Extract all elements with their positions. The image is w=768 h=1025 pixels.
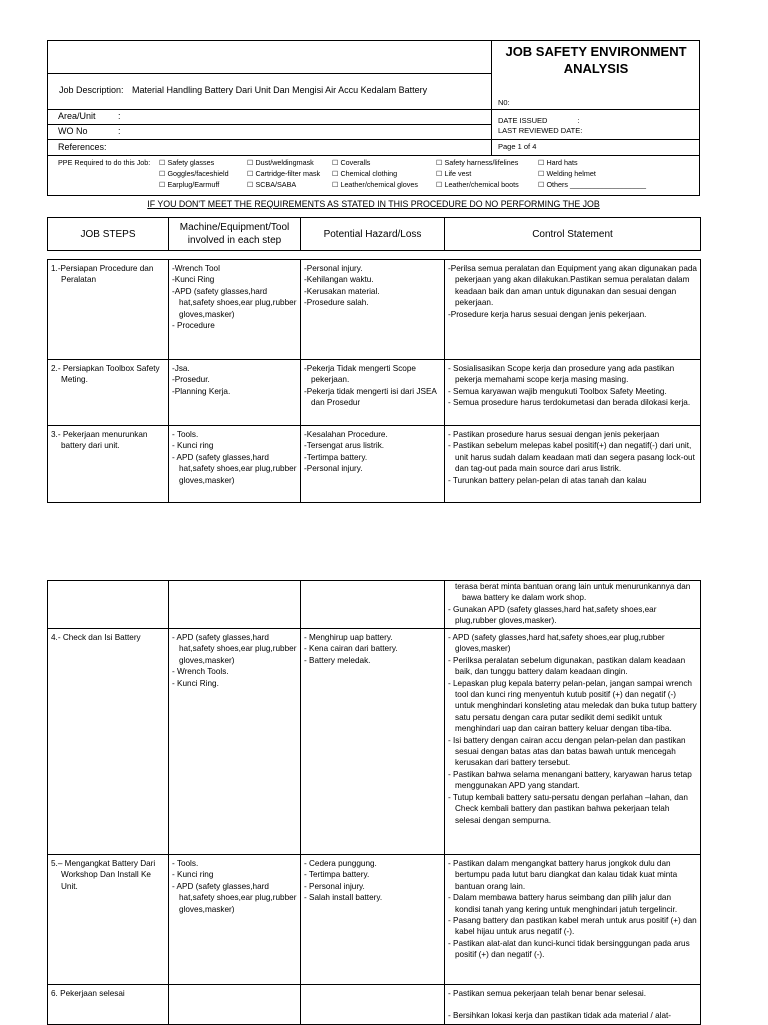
tool-item: - APD (safety glasses,hard hat,safety shoes,ear plug,rubber gloves,masker)	[172, 881, 297, 914]
tools-cell	[169, 426, 301, 503]
control-item: - Dalam membawa battery harus seimbang dan pilih jalur dan kondisi tanah yang kering untuk menghindari jatuh tergelincir.	[448, 893, 678, 914]
control-cell	[445, 426, 701, 503]
control-item: - Turunkan battery pelan-pelan di atas tanah dan kalau	[448, 475, 647, 485]
hazard-item: -Tersengat arus listrik.	[304, 441, 385, 451]
job-step-cell	[48, 855, 169, 985]
ppe-item-life-vest[interactable]: ☐ Life vest	[436, 169, 472, 178]
job-step-cell	[48, 581, 169, 629]
tool-item: - APD (safety glasses,hard hat,safety shoes,ear plug,rubber gloves,masker)	[172, 633, 297, 665]
table-row	[48, 426, 701, 503]
job-step-cell	[48, 360, 169, 426]
page-number: Page 1 of 4	[498, 142, 537, 151]
control-item: - APD (safety glasses,hard hat,safety shoes,ear plug,rubber gloves,masker)	[448, 633, 665, 654]
document-no-label: N0:	[498, 98, 510, 107]
control-cell	[445, 629, 701, 855]
control-item: - Semua karyawan wajib mengukuti Toolbox Safety Meeting.	[448, 386, 667, 396]
hazard-item: -Kehilangan waktu.	[304, 275, 374, 285]
hazard-item: - Personal injury.	[304, 881, 365, 891]
tool-item: - Kunci ring	[172, 870, 214, 880]
control-item: -Prosedure kerja harus sesuai dengan jenis pekerjaan.	[448, 309, 647, 319]
references-row	[48, 140, 492, 155]
table-row	[48, 260, 701, 360]
hazard-cell	[301, 855, 445, 985]
tool-item: -Planning Kerja.	[172, 386, 231, 396]
ppe-label: PPE Required to do this Job:	[58, 158, 151, 167]
tools-cell	[169, 629, 301, 855]
hazard-item: - Salah install battery.	[304, 893, 383, 903]
ppe-item-cartridge-mask[interactable]: ☐ Cartridge-filter mask	[247, 169, 321, 178]
date-issued-label: DATE ISSUED	[498, 116, 548, 125]
tool-item: - Tools.	[172, 430, 199, 439]
ppe-item-chemical-clothing[interactable]: ☐ Chemical clothing	[332, 169, 398, 178]
job-step-cell	[48, 426, 169, 503]
tools-cell	[169, 855, 301, 985]
control-item: - Pastikan semua pekerjaan telah benar benar selesai.	[448, 989, 646, 998]
tools-cell	[169, 581, 301, 629]
tools-cell	[169, 985, 301, 1025]
job-step-text: 1.-Persiapan Procedure dan Peralatan	[51, 264, 154, 285]
hazard-item: -Kesalahan Procedure.	[304, 430, 388, 439]
ppe-item-others[interactable]: ☐ Others ___________________	[538, 180, 646, 189]
tool-item: - Tools.	[172, 859, 199, 868]
hazard-item: -Pekerja Tidak mengerti Scope pekerjaan.	[304, 364, 416, 385]
tool-item: - Kunci ring	[172, 441, 214, 451]
hazard-cell	[301, 629, 445, 855]
ppe-row	[48, 155, 699, 195]
control-item: - Bersihkan lokasi kerja dan pastikan tidak ada material / alat-	[448, 1011, 671, 1021]
control-item: - Perilksa peralatan sebelum digunakan, pastikan dalam keadaan baik, dan tunggu battery dalam keadaan dingin.	[448, 655, 686, 677]
control-item: - Isi battery dengan cairan accu dengan pelan-pelan dan pastikan sesuai dengan batas atas dan batas bawah untuk mencegah kerusakan dari battery tersebut.	[448, 735, 686, 768]
tool-item: -Kunci Ring	[172, 275, 215, 285]
ppe-item-leather-gloves[interactable]: ☐ Leather/chemical gloves	[332, 180, 418, 189]
hazard-cell	[301, 985, 445, 1025]
control-item: - Tutup kembali battery satu-persatu dengan perlahan –lahan, dan Check kembali battery dan pastikan bahwa pekerjaan telah selesai dengan sempurna.	[448, 792, 688, 825]
hazard-cell	[301, 426, 445, 503]
wo-no-row	[48, 125, 492, 140]
ppe-item-leather-boots[interactable]: ☐ Leather/chemical boots	[436, 180, 519, 189]
document-title-line1: JOB SAFETY ENVIRONMENT	[505, 44, 687, 59]
table-row	[48, 581, 701, 629]
col-job-steps: JOB STEPS	[48, 218, 169, 251]
control-item: - Pastikan alat-alat dan kunci-kunci tidak bersinggungan pada arus positif (+) dan negatif (-).	[448, 938, 690, 960]
hazard-item: -Personal injury.	[304, 264, 363, 273]
tool-item: -APD (safety glasses,hard hat,safety shoes,ear plug,rubber gloves,masker)	[172, 286, 297, 319]
hazard-item: -Prosedure salah.	[304, 298, 369, 308]
area-unit-row	[48, 110, 492, 125]
job-step-text: 3.- Pekerjaan menurunkan battery dari unit.	[51, 430, 148, 451]
control-item: - Gunakan APD (safety glasses,hard hat,safety shoes,ear plug,rubber gloves,masker).	[448, 604, 657, 626]
control-item: - Pastikan bahwa selama menangani battery, karyawan harus tetap menggunakan APD yang standart.	[448, 769, 692, 791]
control-cell	[445, 360, 701, 426]
ppe-item-safety-glasses[interactable]: ☐ Safety glasses	[159, 158, 215, 167]
wo-no-label: WO No	[58, 126, 88, 136]
ppe-item-welding-helmet[interactable]: ☐ Welding helmet	[538, 169, 596, 178]
ppe-item-dust-mask[interactable]: ☐ Dust/weldingmask	[247, 158, 314, 167]
tool-item: -Jsa.	[172, 364, 190, 373]
control-item: - Pasang battery dan pastikan kabel merah untuk arus positif (+) dan kabel hijau untuk arus negatif (-).	[448, 916, 697, 937]
tool-item: - APD (safety glasses,hard hat,safety shoes,ear plug,rubber gloves,masker)	[172, 452, 297, 485]
control-item: - Pastikan prosedure harus sesuai dengan jenis pekerjaan	[448, 430, 660, 439]
ppe-item-earplug[interactable]: ☐ Earplug/Earmuff	[159, 180, 220, 189]
control-item: - Pastikan sebelum melepas kabel positif(+) dan negatif(-) dari unit, unit harus sudah dalam keadaan mati dan segera pasang lock-out dan tag-out pada main source dari arus listrik.	[448, 441, 695, 474]
job-step-text: 6. Pekerjaan selesai	[51, 989, 125, 998]
hazard-cell	[301, 260, 445, 360]
control-item: terasa berat minta bantuan orang lain untuk menurunkannya dan bawa battery ke dalam work shop.	[455, 582, 691, 603]
tools-cell	[169, 260, 301, 360]
job-step-cell	[48, 629, 169, 855]
ppe-item-safety-harness[interactable]: ☐ Safety harness/lifelines	[436, 158, 519, 167]
ppe-item-goggles[interactable]: ☐ Goggles/faceshield	[159, 169, 229, 178]
last-reviewed-label: LAST REVIEWED DATE:	[498, 126, 583, 135]
wo-no-colon: :	[118, 126, 121, 136]
col-potential-hazard: Potential Hazard/Loss	[301, 218, 445, 251]
control-item: - Sosialisasikan Scope kerja dan prosedure yang ada pastikan pekerja memahami scope kerja masing masing.	[448, 364, 675, 385]
hazard-cell	[301, 581, 445, 629]
table-row	[48, 629, 701, 855]
hazard-item: - Tertimpa battery.	[304, 870, 370, 880]
control-cell	[445, 581, 701, 629]
col-control-statement: Control Statement	[445, 218, 701, 251]
job-step-cell	[48, 260, 169, 360]
page-block	[492, 140, 700, 155]
tool-item: - Wrench Tools.	[172, 667, 229, 677]
control-cell	[445, 855, 701, 985]
hazard-item: -Pekerja tidak mengerti isi dari JSEA dan Prosedur	[304, 386, 437, 408]
ppe-item-hard-hats[interactable]: ☐ Hard hats	[538, 158, 578, 167]
references-label: References:	[58, 142, 107, 152]
document-title-line2: ANALYSIS	[563, 61, 629, 76]
job-description-value: Material Handling Battery Dari Unit Dan Mengisi Air Accu Kedalam Battery	[132, 85, 428, 95]
hazard-item: -Kerusakan material.	[304, 286, 380, 296]
hazard-item: - Battery meledak.	[304, 655, 371, 665]
table-row	[48, 985, 701, 1025]
tool-item: - Procedure	[172, 321, 215, 331]
hazard-cell	[301, 360, 445, 426]
ppe-item-coveralls[interactable]: ☐ Coveralls	[332, 158, 371, 167]
hazard-item: - Menghirup uap battery.	[304, 633, 393, 642]
control-item: - Semua prosedure harus terdokumetasi dan berada dilokasi kerja.	[448, 398, 691, 408]
job-step-cell	[48, 985, 169, 1025]
hazard-item: -Tertimpa battery.	[304, 452, 368, 462]
job-description-label: Job Description:	[59, 85, 124, 95]
requirements-warning: IF YOU DON'T MEET THE REQUIREMENTS AS STATED IN THIS PROCEDURE DO NO PERFORMING THE JOB	[147, 199, 600, 209]
jsea-header	[47, 40, 700, 196]
job-step-text: 5.– Mengangkat Battery Dari Workshop Dan Install Ke Unit.	[51, 859, 156, 891]
title-block	[492, 41, 700, 110]
control-item: - Lepaskan plug kepala baterry pelan-pelan, jangan sampai wrench tool dan kunci ring menyentuh kutub positif (+) dan negatif (-) untuk menghindari konsleting atau meledak dan buka tutup battery satu persatu dengan cara putar sedikit demi sedikit untuk menghindari uap dan cairan battery keluar dengan tiba-tiba.	[448, 678, 697, 734]
job-steps-table-1	[47, 259, 701, 503]
area-unit-label: Area/Unit	[58, 111, 96, 121]
control-item: - Pastikan dalam mengangkat battery harus jongkok dulu dan bertumpu pada lutut baru diangkat dan kalau tidak kuat minta bantuan orang lain.	[448, 859, 678, 891]
job-description-row	[48, 74, 492, 110]
job-steps-table-2	[47, 580, 701, 1025]
ppe-item-scba[interactable]: ☐ SCBA/SABA	[247, 180, 297, 189]
tools-cell	[169, 360, 301, 426]
date-issued-colon: :	[577, 116, 580, 125]
tool-item: - Kunci Ring.	[172, 678, 219, 688]
table-row	[48, 360, 701, 426]
control-item: -Perilsa semua peralatan dan Equipment yang akan digunakan pada pekerjaan yang akan dilakukan.Pastikan semua peralatan dalam keadaan baik dan aman untuk digunakan dan sesuai dengan pekerjaan.	[448, 264, 697, 308]
table-row	[48, 855, 701, 985]
hazard-item: -Personal injury.	[304, 464, 363, 474]
hazard-item: - Kena cairan dari battery.	[304, 644, 398, 654]
control-cell	[445, 260, 701, 360]
job-step-text: 4.- Check dan Isi Battery	[51, 633, 141, 642]
job-step-text: 2.- Persiapkan Toolbox Safety Meting.	[51, 364, 160, 385]
header-blank-row	[48, 41, 492, 74]
area-unit-colon: :	[118, 111, 121, 121]
col-machine-equipment: Machine/Equipment/Tool involved in each step	[169, 218, 301, 251]
tool-item: -Prosedur.	[172, 375, 210, 385]
control-cell	[445, 985, 701, 1025]
dates-block	[492, 110, 700, 140]
tool-item: -Wrench Tool	[172, 264, 220, 273]
column-header-table	[47, 217, 701, 251]
hazard-item: - Cedera punggung.	[304, 859, 377, 868]
